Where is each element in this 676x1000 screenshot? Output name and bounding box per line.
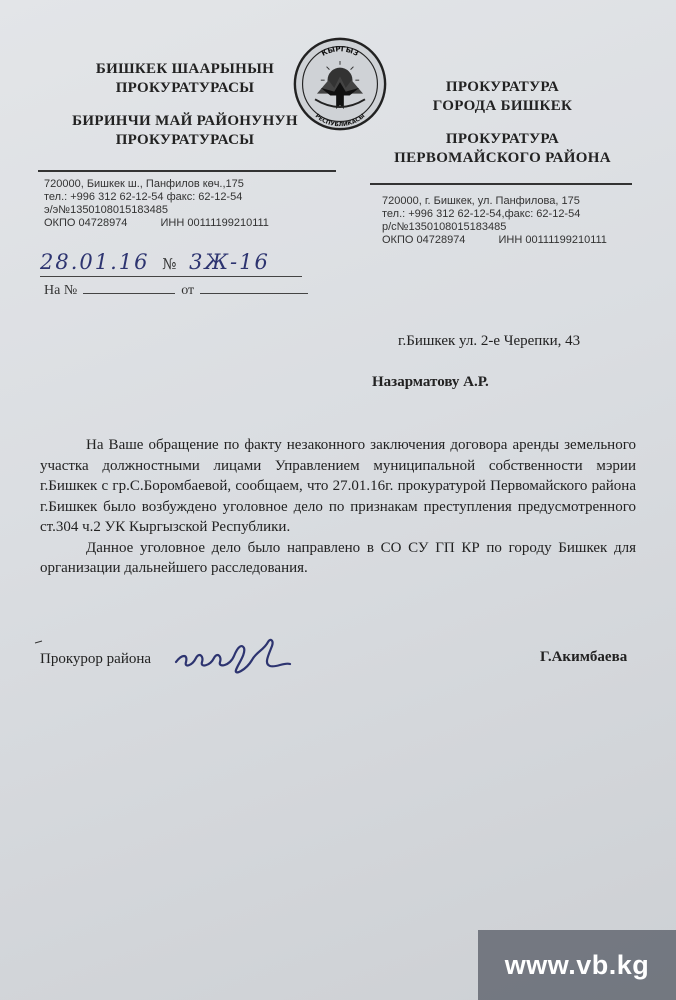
contacts-kyrgyz — [44, 178, 269, 230]
watermark-badge — [478, 930, 676, 1000]
reference-na-label: На № — [44, 283, 78, 298]
reference-ot-label: от — [181, 283, 195, 298]
header-kyrgyz-line4: ПРОКУРАТУРАСЫ — [115, 132, 255, 148]
contact-account: р/с№1350108015183485 — [382, 221, 507, 233]
header-kyrgyz-line1: БИШКЕК ШААРЫНЫН — [95, 61, 275, 77]
contact-address: 720000, г. Бишкек, ул. Панфилова, 175 — [382, 195, 580, 207]
contact-inn: ИНН 00111199210111 — [498, 234, 607, 246]
contact-phone: тел.: +996 312 62-12-54,факс: 62-12-54 — [382, 208, 581, 220]
header-russian-line1: ПРОКУРАТУРА — [445, 79, 560, 95]
kyrgyz-state-emblem-icon — [292, 36, 388, 132]
emblem-bottom-text: РЕСПУБЛИКАСЫ — [313, 113, 367, 129]
pen-mark-icon — [34, 640, 44, 644]
contact-okpo: ОКПО 04728974 — [44, 217, 128, 229]
contact-phone: тел.: +996 312 62-12-54 факс: 62-12-54 — [44, 191, 243, 203]
handwritten-signature-icon — [172, 634, 302, 678]
outgoing-underline — [40, 276, 302, 277]
signatory-name: Г.Акимбаева — [540, 649, 628, 665]
reference-number-blank — [83, 293, 175, 294]
contact-account: э/э№1350108015183485 — [44, 204, 168, 216]
recipient-name: Назарматову А.Р. — [372, 374, 489, 390]
header-kyrgyz-line3: БИРИНЧИ МАЙ РАЙОНУНУН — [72, 113, 298, 129]
reference-line — [44, 283, 308, 299]
contacts-russian — [382, 195, 607, 247]
header-russian — [385, 78, 620, 168]
recipient-address: г.Бишкек ул. 2-е Черепки, 43 — [398, 333, 581, 349]
watermark-text: www.vb.kg — [504, 949, 650, 980]
outgoing-number-value: 3Ж-16 — [189, 250, 270, 274]
header-russian-line4: ПЕРВОМАЙСКОГО РАЙОНА — [394, 150, 611, 166]
body-paragraph-1: На Ваше обращение по факту незаконного заключения договора аренды земельного участка должностными лицами Управлением муниципальной собственности мэрии г.Бишкек с гр.С.Боромбаевой, сообщаем, что 27.01.16г. прокуратурой Первомайского района г.Бишкек было возбуждено уголовное дело по признакам преступления предусмотренного ст.304 ч.2 УК Кыргызской Республики. — [40, 437, 636, 535]
contact-inn: ИНН 00111199210111 — [160, 217, 269, 229]
signatory-title: Прокурор района — [40, 651, 152, 667]
header-kyrgyz — [60, 60, 310, 150]
contact-address: 720000, Бишкек ш., Панфилов көч.,175 — [44, 178, 244, 190]
header-russian-line2: ГОРОДА БИШКЕК — [432, 98, 573, 114]
header-kyrgyz-line2: ПРОКУРАТУРАСЫ — [115, 80, 255, 96]
header-rule-left — [38, 170, 336, 172]
outgoing-number — [40, 250, 270, 274]
outgoing-no-label: № — [162, 255, 177, 273]
outgoing-date: 28.01.16 — [40, 250, 150, 274]
body-paragraph-2: Данное уголовное дело было направлено в СО СУ ГП КР по городу Бишкек для организации дальнейшего расследования. — [40, 539, 636, 576]
reference-date-blank — [200, 293, 308, 294]
emblem-top-text: КЫРГЫЗ — [319, 44, 361, 58]
header-rule-right — [370, 183, 632, 185]
contact-okpo: ОКПО 04728974 — [382, 234, 466, 246]
header-russian-line3: ПРОКУРАТУРА — [445, 131, 560, 147]
letter-body — [40, 435, 636, 579]
